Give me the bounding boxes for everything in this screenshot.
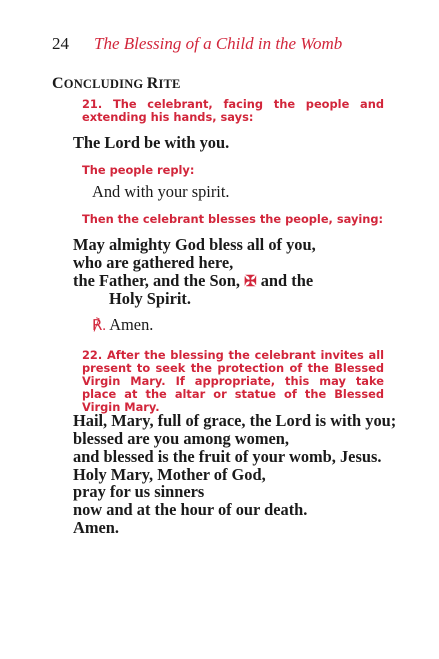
- blessing-line-1: May almighty God bless all of you,: [73, 235, 316, 254]
- hail-mary-line: Holy Mary, Mother of God,: [73, 465, 266, 484]
- rubric-blessing: Then the celebrant blesses the people, saying:: [82, 212, 384, 226]
- page-number: 24: [52, 34, 69, 53]
- hail-mary-line: pray for us sinners: [73, 482, 205, 501]
- section-title-rest2: ITE: [158, 77, 181, 91]
- amen-text: Amen.: [106, 315, 154, 334]
- rubric-21: [82, 98, 384, 124]
- section-title-rest: ONCLUDING: [63, 77, 147, 91]
- rubric-number: 21.: [82, 97, 103, 111]
- section-title-initial2: R: [146, 75, 159, 92]
- cross-icon: ✠: [244, 274, 257, 290]
- rubric-22: [82, 349, 384, 414]
- section-title: [52, 75, 181, 93]
- blessing-line-2: who are gathered here,: [73, 253, 234, 272]
- blessing-line-3a: the Father, and the Son,: [73, 271, 245, 290]
- amen-response: [92, 316, 153, 335]
- rubric-text: After the blessing the celebrant invites all present to seek the protection of the Blessed Virgin Mary. If appropriate, this may take place at the altar or statue of the Blessed Virgin Mary.: [82, 348, 384, 414]
- hail-mary-line: Amen.: [73, 518, 119, 537]
- rubric-text: The celebrant, facing the people and extending his hands, says:: [82, 97, 384, 124]
- rubric-number: 22.: [82, 348, 103, 362]
- hail-mary-line: and blessed is the fruit of your womb, Jesus.: [73, 447, 382, 466]
- response-symbol-icon: ℟.: [92, 318, 107, 334]
- blessing-line-3b: and the: [256, 271, 314, 290]
- hail-mary-line: Hail, Mary, full of grace, the Lord is with you;: [73, 411, 397, 430]
- section-title-initial: C: [52, 75, 64, 92]
- blessing-line-4: Holy Spirit.: [109, 289, 191, 308]
- people-response: And with your spirit.: [92, 182, 230, 201]
- hail-mary-line: now and at the hour of our death.: [73, 500, 308, 519]
- rubric-people-reply: The people reply:: [82, 163, 195, 177]
- running-title: The Blessing of a Child in the Womb: [94, 34, 343, 53]
- greeting-line: The Lord be with you.: [73, 133, 230, 152]
- hail-mary-line: blessed are you among women,: [73, 429, 289, 448]
